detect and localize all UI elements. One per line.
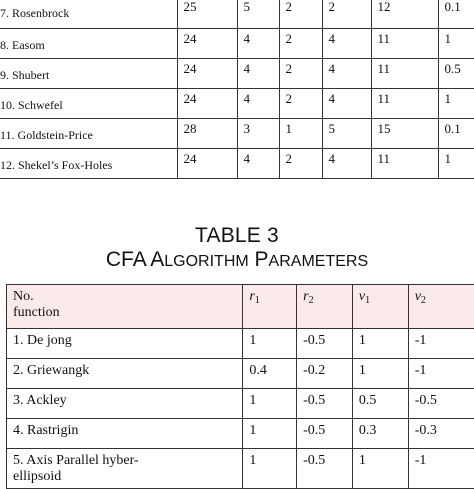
value-cell: 4 [322,59,371,89]
value-cell: 4 [322,29,371,59]
value-cell: 2 [279,0,322,29]
value-cell: 0.1 [438,0,474,29]
value-cell: 2 [322,0,371,29]
table-row [7,389,474,419]
header-v2: $v_2$ [408,285,474,329]
function-name-cell: 1. De jong [7,329,243,359]
value-cell: -0.2 [297,359,353,389]
table-row [0,119,474,149]
value-cell: -0.5 [297,329,353,359]
value-cell: 2 [279,89,322,119]
value-cell: 11 [371,59,438,89]
header-v1: $v_1$ [352,285,408,329]
value-cell: 1 [438,29,474,59]
table-row [0,149,474,179]
value-cell: 1 [243,329,297,359]
value-cell: 4 [322,89,371,119]
value-cell: 4 [237,59,279,89]
value-cell: 2 [279,59,322,89]
function-name-cell: 4. Rastrigin [7,419,243,449]
function-name-cell: 5. Axis Parallel hyber-ellipsoid [7,449,243,489]
function-name-cell: 7. Rosenbrock [0,0,177,29]
table-row [0,89,474,119]
value-cell: 5 [237,0,279,29]
value-cell: 0.3 [352,419,408,449]
function-name-cell: 9. Shubert [0,59,177,89]
value-cell: 25 [177,0,237,29]
value-cell: -1 [408,449,474,489]
value-cell: 1 [352,329,408,359]
table-row [7,449,474,489]
value-cell: 24 [177,149,237,179]
function-name-cell: 12. Shekel’s Fox-Holes [0,149,177,179]
value-cell: -0.3 [408,419,474,449]
table-row [0,29,474,59]
value-cell: 1 [352,359,408,389]
value-cell: 11 [371,149,438,179]
table-number: TABLE 3 [0,224,474,248]
value-cell: -1 [408,359,474,389]
table-title: CFA ALGORITHM PARAMETERS [0,248,474,272]
value-cell: 28 [177,119,237,149]
header-row [7,285,474,329]
value-cell: -0.5 [297,419,353,449]
value-cell: 1 [438,149,474,179]
value-cell: 24 [177,59,237,89]
value-cell: 4 [237,89,279,119]
value-cell: 2 [279,149,322,179]
value-cell: 1 [243,419,297,449]
parameters-table-top [0,0,474,179]
function-name-cell: 2. Griewangk [7,359,243,389]
header-r1: $r_1$ [243,285,297,329]
value-cell: 1 [352,449,408,489]
value-cell: 1 [279,119,322,149]
value-cell: 0.5 [438,59,474,89]
value-cell: 0.4 [243,359,297,389]
function-name-cell: 10. Schwefel [0,89,177,119]
function-name-cell: 11. Goldstein-Price [0,119,177,149]
value-cell: 3 [237,119,279,149]
table-row [0,59,474,89]
value-cell: 1 [243,449,297,489]
value-cell: -0.5 [297,389,353,419]
value-cell: -0.5 [408,389,474,419]
table-row [7,419,474,449]
value-cell: 11 [371,29,438,59]
function-name-cell: 8. Easom [0,29,177,59]
value-cell: 4 [322,149,371,179]
value-cell: 24 [177,29,237,59]
value-cell: 4 [237,149,279,179]
value-cell: 11 [371,89,438,119]
value-cell: 15 [371,119,438,149]
value-cell: 24 [177,89,237,119]
table-row [7,359,474,389]
value-cell: -1 [408,329,474,359]
value-cell: 1 [243,389,297,419]
value-cell: 4 [237,29,279,59]
value-cell: 1 [438,89,474,119]
value-cell: 2 [279,29,322,59]
header-function: No. function [7,285,243,329]
value-cell: 0.1 [438,119,474,149]
value-cell: 0.5 [352,389,408,419]
value-cell: 5 [322,119,371,149]
header-r2: $r_2$ [297,285,353,329]
value-cell: 12 [371,0,438,29]
table-row [7,329,474,359]
table-row [0,0,474,29]
value-cell: -0.5 [297,449,353,489]
cfa-parameters-table [6,284,474,489]
function-name-cell: 3. Ackley [7,389,243,419]
